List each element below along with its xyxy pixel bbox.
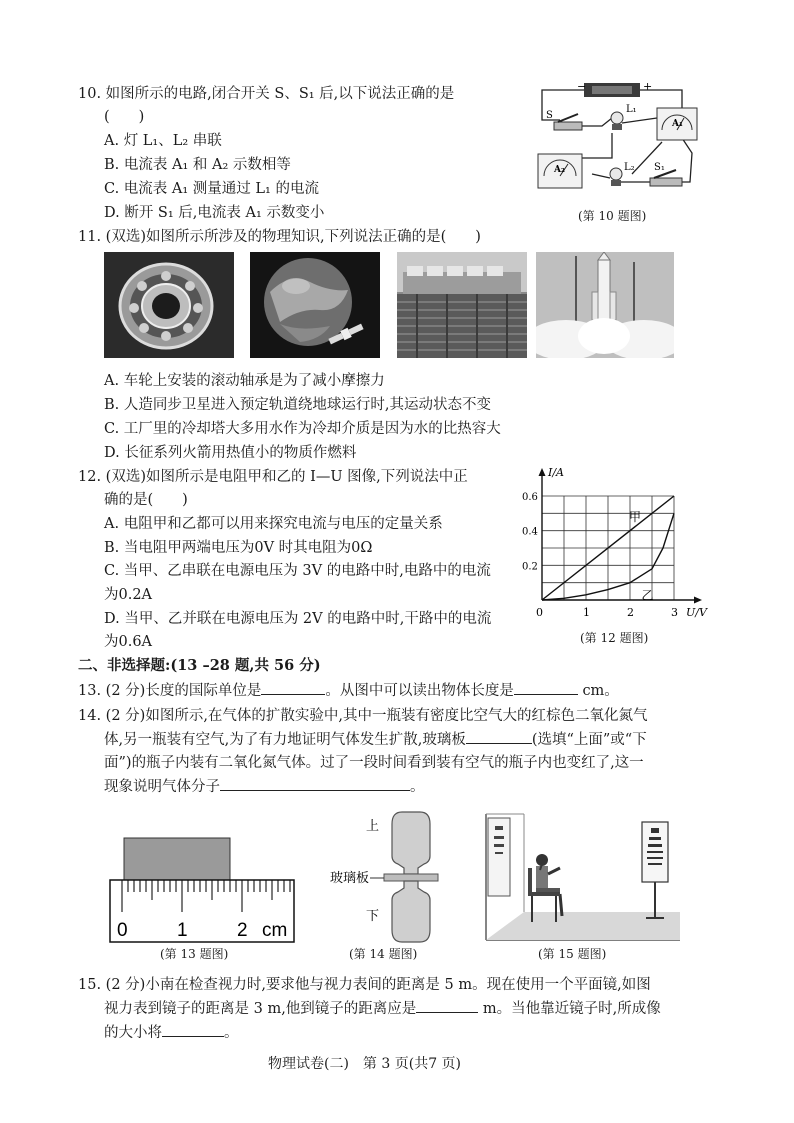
q12-iu-chart xyxy=(520,466,726,628)
battery-plus-label: + xyxy=(643,80,653,93)
q12-option-d-line2: 为0.6A xyxy=(104,634,153,650)
q13-text-part3: cm。 xyxy=(582,683,619,699)
battery-minus-label: − xyxy=(577,80,587,93)
q15-figure-caption: (第 15 题图) xyxy=(538,947,607,961)
q13-text-part1: 13. (2 分)长度的国际单位是 xyxy=(78,683,262,699)
q11-option-d: D. 长征系列火箭用热值小的物质作燃料 xyxy=(104,445,357,461)
q15-line3 xyxy=(104,1022,239,1043)
bearing-photo xyxy=(104,252,234,358)
bulb-l2-icon xyxy=(610,168,622,180)
q10-answer-paren: ( ) xyxy=(104,109,145,125)
q14-line4 xyxy=(104,776,425,797)
q10-option-d: D. 断开 S₁ 后,电流表 A₁ 示数变小 xyxy=(104,205,325,221)
q11-option-a: A. 车轮上安装的滚动轴承是为了减小摩擦力 xyxy=(104,373,385,389)
q14-line3: 面”)的瓶子内装有二氧化氮气体。过了一段时间看到装有空气的瓶子内也变红了,这一 xyxy=(104,755,644,771)
series-label-0: 甲 xyxy=(628,509,641,524)
q13-ruler-figure xyxy=(108,832,298,944)
q15-line2-part2: m。当他靠近镜子时,所成像 xyxy=(482,1001,661,1017)
q10-option-b: B. 电流表 A₁ 和 A₂ 示数相等 xyxy=(104,157,291,173)
q14-line2-part1: 体,另一瓶装有空气,为了有力地证明气体发生扩散,玻璃板 xyxy=(104,732,466,748)
q15-line2-part1: 视力表到镜子的距离是 3 m,他到镜子的距离应是 xyxy=(104,1001,417,1017)
q13-answer-blank-2[interactable] xyxy=(514,680,578,695)
q10-circuit-figure xyxy=(532,78,718,208)
switch-s1-label: S₁ xyxy=(654,162,665,173)
q15-answer-blank-1[interactable] xyxy=(416,998,478,1013)
x-tick-label: 3 xyxy=(671,606,678,619)
rocket-launch-photo xyxy=(536,252,674,358)
chart-origin-label: 0 xyxy=(536,606,543,619)
chart-y-label: I/A xyxy=(548,466,564,479)
q13-text xyxy=(78,680,619,701)
q14-line4-part1: 现象说明气体分子 xyxy=(104,779,220,795)
cooling-tower-photo xyxy=(397,252,527,358)
ruler-label-2: 2 xyxy=(237,920,248,941)
series-label-1: 乙 xyxy=(641,588,654,603)
q12-option-c-line2: 为0.2A xyxy=(104,587,153,603)
ammeter-a2-label: A₂ xyxy=(554,165,565,175)
q10-option-c: C. 电流表 A₁ 测量通过 L₁ 的电流 xyxy=(104,181,319,197)
ruler-label-0: 0 xyxy=(117,920,128,941)
q12-option-d-line1: D. 当甲、乙并联在电源电压为 2V 的电路中时,干路中的电流 xyxy=(104,611,492,627)
bulb-l2-label: L₂ xyxy=(624,162,635,173)
q13-figure-caption: (第 13 题图) xyxy=(160,947,229,961)
measured-block xyxy=(124,838,230,880)
label-bottom: 下 xyxy=(366,909,380,924)
bulb-l1-label: L₁ xyxy=(626,104,637,115)
y-tick-label: 0.6 xyxy=(522,492,538,503)
q14-line4-part2: 。 xyxy=(410,779,425,795)
x-tick-label: 1 xyxy=(583,606,590,619)
eye-chart-stand xyxy=(642,822,668,918)
q10-figure-caption: (第 10 题图) xyxy=(578,209,647,223)
q13-text-part2: 。从图中可以读出物体长度是 xyxy=(325,683,514,699)
glass-plate xyxy=(384,874,438,881)
y-tick-label: 0.4 xyxy=(522,526,538,538)
person-seated xyxy=(528,854,562,922)
ruler-unit-label: cm xyxy=(262,920,288,941)
x-axis-arrow-icon xyxy=(694,597,702,604)
earth-satellite-photo xyxy=(250,252,380,358)
q14-answer-blank-2[interactable] xyxy=(220,776,410,791)
q15-line2 xyxy=(104,998,661,1019)
q12-stem-line2: 确的是( ) xyxy=(104,492,188,508)
q12-stem-line1: 12. (双选)如图所示是电阻甲和乙的 I—U 图像,下列说法中正 xyxy=(78,469,468,485)
q12-option-c-line1: C. 当甲、乙串联在电源电压为 3V 的电路中时,电路中的电流 xyxy=(104,563,491,579)
q15-answer-blank-2[interactable] xyxy=(162,1022,224,1037)
label-top: 上 xyxy=(366,819,380,834)
q14-bottles-figure xyxy=(330,808,460,946)
q14-line2-part2: (选填“上面”或“下 xyxy=(531,732,647,748)
q15-line3-part1: 的大小将 xyxy=(104,1025,162,1041)
q15-line1: 15. (2 分)小南在检查视力时,要求他与视力表间的距离是 5 m。现在使用一个平面镜,如图 xyxy=(78,977,651,993)
x-tick-label: 2 xyxy=(627,606,634,619)
q14-answer-blank-1[interactable] xyxy=(466,729,532,744)
q12-figure-caption: (第 12 题图) xyxy=(580,631,649,645)
chart-x-label: U/V xyxy=(686,606,707,619)
label-glass-plate: 玻璃板 xyxy=(330,871,370,886)
bulb-l1-icon xyxy=(611,112,623,124)
top-bottle xyxy=(392,812,430,874)
q12-option-b: B. 当电阻甲两端电压为0V 时其电阻为0Ω xyxy=(104,540,373,556)
q13-answer-blank-1[interactable] xyxy=(261,680,325,695)
q11-option-b: B. 人造同步卫星进入预定轨道绕地球运行时,其运动状态不变 xyxy=(104,397,491,413)
q14-line2 xyxy=(104,729,647,750)
q11-option-c: C. 工厂里的冷却塔大多用水作为冷却介质是因为水的比热容大 xyxy=(104,421,501,437)
q12-option-a: A. 电阻甲和乙都可以用来探究电流与电压的定量关系 xyxy=(104,516,443,532)
q10-option-a: A. 灯 L₁、L₂ 串联 xyxy=(104,133,222,149)
q14-figure-caption: (第 14 题图) xyxy=(349,947,418,961)
y-axis-arrow-icon xyxy=(539,468,546,476)
bottom-bottle xyxy=(392,881,430,942)
q14-line1: 14. (2 分)如图所示,在气体的扩散实验中,其中一瓶装有密度比空气大的红棕色二氧化氮气 xyxy=(78,708,648,724)
q15-line3-part2: 。 xyxy=(224,1025,239,1041)
switch-s1-icon xyxy=(650,178,682,186)
section-2-title: 二、非选择题:(13 –28 题,共 56 分) xyxy=(78,657,321,674)
page-footer: 物理试卷(二) 第 3 页(共7 页) xyxy=(268,1056,462,1072)
ammeter-a1-label: A₁ xyxy=(672,119,683,129)
q11-stem: 11. (双选)如图所示所涉及的物理知识,下列说法正确的是( ) xyxy=(78,229,481,245)
q10-stem: 10. 如图所示的电路,闭合开关 S、S₁ 后,以下说法正确的是 xyxy=(78,86,455,102)
ruler-label-1: 1 xyxy=(177,920,188,941)
q15-eye-test-figure xyxy=(484,812,682,942)
switch-s-label: S xyxy=(546,110,553,121)
y-tick-label: 0.2 xyxy=(522,561,538,573)
switch-s-icon xyxy=(554,122,582,130)
